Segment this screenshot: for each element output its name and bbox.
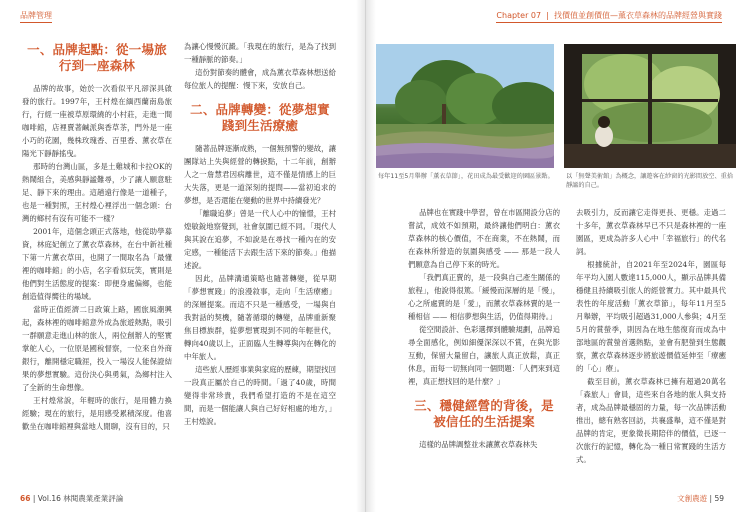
paragraph: 這樣的品牌調整並未讓薰衣草森林失 bbox=[419, 440, 538, 449]
paragraph: 這份對節奏的體會，成為薰衣草森林想送給每位旅人的提醒：慢下來，安放自己。 bbox=[184, 68, 336, 90]
left-column-2 bbox=[184, 40, 336, 428]
chapter-title: 找價值並創價值—薰衣草森林的品牌經營與實踐 bbox=[554, 11, 722, 20]
heading-brand-origin: 一、品牌起點：從一場旅行到一座森林 bbox=[27, 42, 167, 73]
heading-stable-operation: 三、穩健經營的背後，是被信任的生活提案 bbox=[414, 398, 554, 429]
chapter-header: Chapter 07 | 找價值並創價值—薰衣草森林的品牌經營與實踐 bbox=[496, 10, 722, 23]
right-page bbox=[366, 0, 740, 512]
paragraph: 那時的台灣山區，多是土雞城和卡拉OK的熱鬧組合，美感與靜謐難尋，少了讓人願意駐足、靜下來的理由。這趟遠行像是一道種子，也是一種對照，王村煌心裡浮出一個念頭：台灣的鄉村有沒有可能不一樣？ bbox=[22, 162, 172, 223]
photo-caption: 以「無聲美術館」為概念，讓遊客在紗窗的光影間放空、重拾靜謐的自己。 bbox=[566, 173, 734, 189]
paragraph: 這些旅人歷經事業與家庭的歷練，期望找回一段真正屬於自己的時間。「過了40歲，時間變得非常珍貴，我們希望打造的不是在這空間，而是一個能讓人與自己好好相處的地方，」王村煌說。 bbox=[184, 365, 336, 426]
footer-section: 文創農遊 bbox=[677, 494, 708, 503]
publication-title: Vol.16 林閱農業產業評論 bbox=[37, 494, 124, 503]
paragraph: 為讓心慢慢沉澱。「我現在的旅行，是為了找到一種靜脈的節奏。」 bbox=[184, 42, 336, 64]
photo-lavender-field bbox=[376, 44, 554, 168]
left-footer: 66 | Vol.16 林閱農業產業評論 bbox=[20, 494, 124, 503]
paragraph: 從空間設計、色彩選擇到體驗規劃，品牌追尋全面感化，例如細優深深以不賞，在與光影互動，保留大量留白，讓旅人真正放鬆，真正休息，而每一切無向同一個問題：「人們來到這裡，真正想找回的是什麼？」 bbox=[408, 325, 560, 386]
paragraph: 「離職追夢」曾是一代人心中的憧憬，王村煌敏銳地察覺到，社會氛圍已經不同。「現代人與其說在追夢，不如說是在尋找一種內在的安定感，一種能活下去跟生活下來的節奏。」他描述說。 bbox=[184, 209, 336, 270]
page-number: 66 bbox=[20, 494, 31, 503]
page-number: 59 bbox=[714, 494, 724, 503]
paragraph: 「我們真正賣的，是一段與自己產生關係的旅程」，他說得很篤。「緩慢而深層的是「慢」，心之所處賣的是「愛」，而薰衣草森林賣的是一種相信 —— 相信夢想與生活，仍值得期待。」 bbox=[408, 273, 560, 321]
paragraph: 隨著品牌逐漸成熟，一個無預警的變故，讓團隊站上失與經營的轉捩點，十二年前，創辦人之一詹慧君因病離世，這不僅是情感上的巨大失落，更是一道深刻的提問——當初追求的夢想，是否還能在變動的世界中持續發光？ bbox=[184, 144, 336, 205]
paragraph: 截至目前，薰衣草森林已擁有超過20萬名「森旅人」會員，這些來自各地的旅人與支持者，成為品牌最穩固的力量，每一次品牌活動推出，總有熟客回訪，共襄盛舉，這不僅是對品牌的肯定，更象徵長期陪伴的價值，已逐一次旅行的記憶，轉化為一種日常實踐的生活方式。 bbox=[576, 377, 726, 464]
right-footer: 文創農遊 | 59 bbox=[677, 494, 724, 503]
left-column-1 bbox=[22, 40, 172, 433]
paragraph: 品牌的故事，始於一次看似平凡卻深具啟發的旅行。1997年，王村煌在緬西蘭南島旅行，行經一座被草原環繞的小村莊，走進一間咖啡館，店裡賣著鹹派與香草茶，門外是一座小巧的花園，幾株玫瑰香、百里香、薰衣草在陽光下靜靜搖曳。 bbox=[22, 84, 172, 158]
section-label: 品牌管理 bbox=[20, 10, 52, 23]
paragraph: 去吸引力，反而讓它走得更長、更穩。走過二十多年，薰衣草森林早已不只是森林裡的一座園區，更成為許多人心中「幸福旅行」的代名詞。 bbox=[576, 208, 726, 256]
left-page bbox=[0, 0, 366, 512]
paragraph: 王村煌常說，年輕時的旅行，是用體力換經驗；現在的旅行，是用感受累積深度。他喜歡坐在咖啡館裡與當地人閒聊，沒有目的，只 bbox=[22, 396, 172, 431]
right-column-2 bbox=[576, 206, 726, 466]
chapter-number: Chapter 07 bbox=[496, 11, 542, 20]
right-column-1 bbox=[408, 206, 560, 451]
paragraph: 當時正值經濟二日政策上路，國旅風潮興起，森林裡的咖啡館意外成為旅遊熱點，吸引一群願意走進山林的旅人，兩位創辦人的堅實掌舵人心，一位原是國稅督察，一位來自外商銀行，離開穩定職涯，投入一場沒人能保證結果的夢想實驗。這份決心與勇氣，為鄉村注入了全新的生命想像。 bbox=[22, 305, 172, 392]
paragraph: 2001年，這個念頭正式落地，他從助學募資，林庭妃創立了薰衣草森林，在台中新社種下第一片薰衣草田，也開了一間取名為「最懂裡的咖啡館」的小店，名字看似玩笑，實則是他們對生活態度的提案：即便身處偏鄉，也能創造值得嚮往的場域。 bbox=[22, 227, 172, 301]
paragraph: 品牌也在實踐中學習，曾在市區開設分店的嘗試，成效不如預期，最終讓他們明白：薰衣草森林的核心價值，不在商業，不在熱鬧，而在森林所營造的氛圍與感受 —— 那是一段人們願意為自己停下來的時光。 bbox=[408, 208, 560, 269]
heading-brand-transformation: 二、品牌轉變：從夢想實踐到生活療癒 bbox=[190, 102, 330, 133]
paragraph: 根據統計，自2021年至2024年，園區每年平均入園人數達115,000人，顯示品牌具備穩健且持續吸引旅人的經營實力。其中最具代表性的年度活動「薰衣草節」，每年11月至5月舉辦，平均吸引超過31,000人參與；4月至5月的賞螢季，則因為在地生態復育而成為中部地區的賞螢首選熱點，並會有肥螢到生態觀察，薰衣草森林逐步將旅遊價值延伸至「療癒的「心」療」。 bbox=[576, 260, 726, 373]
photo-window-view bbox=[564, 44, 736, 168]
photo-caption: 每年11至5月舉辦「薰衣草節」，花田成為最受歡迎的園區景點。 bbox=[378, 173, 554, 180]
paragraph: 因此，品牌溝通策略也隨著轉變，從早期「夢想實踐」的浪漫敘事，走向「生活療癒」的深層提案。而這不只是一種感受，一場與自我對話的契機，隨著循環的轉變，品牌重新聚焦目標族群，從夢想實現到不同的年輕世代，轉向40歲以上，正面臨人生轉導與內在轉化的中年旅人。 bbox=[184, 274, 336, 361]
